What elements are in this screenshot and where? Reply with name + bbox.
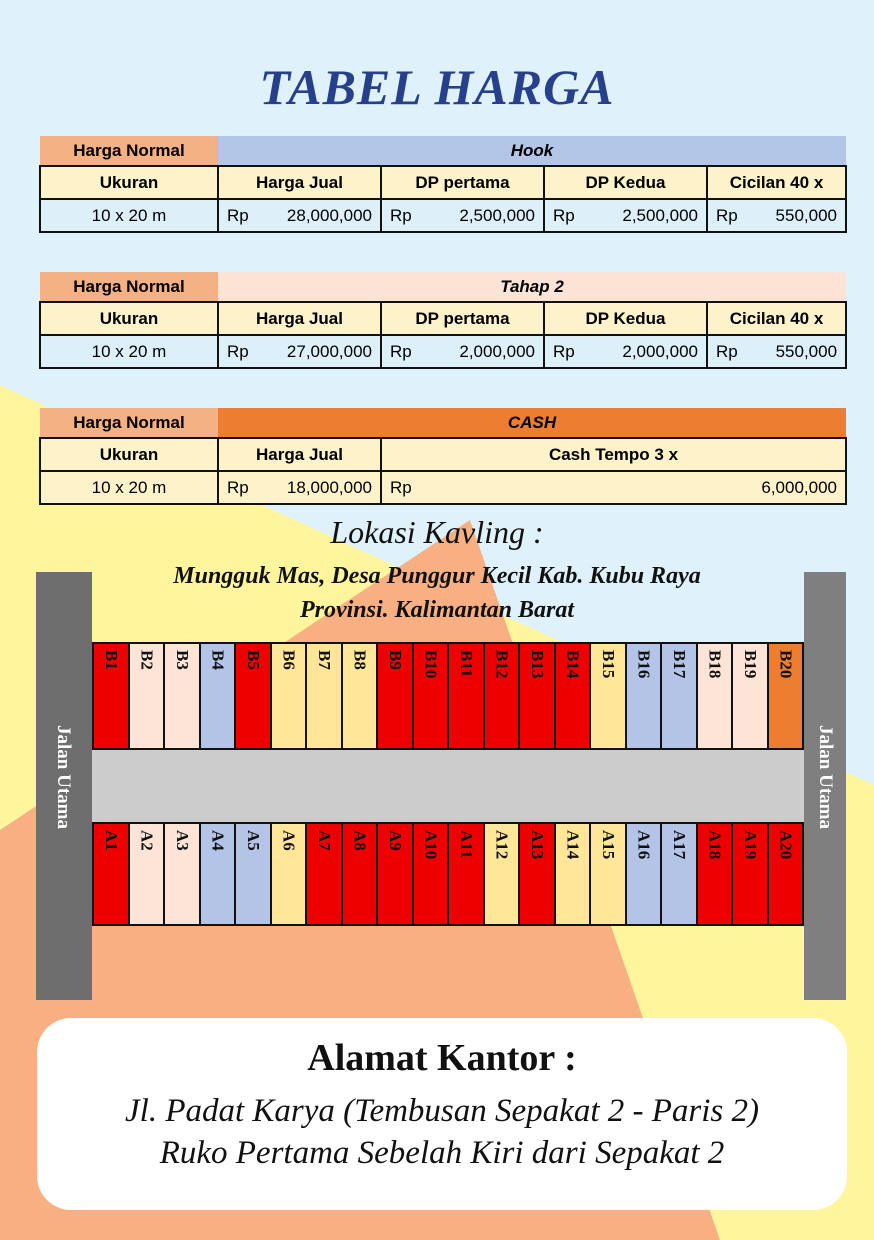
cell-harga-jual: Rp 28,000,000 xyxy=(218,199,381,232)
banner-hook: Hook xyxy=(218,136,846,166)
road-right-label: Jalan Utama xyxy=(815,725,836,829)
header-cash-tempo: Cash Tempo 3 x xyxy=(381,438,846,471)
lot-a7[interactable] xyxy=(307,824,343,924)
lot-a14[interactable] xyxy=(556,824,592,924)
lot-label: B18 xyxy=(705,650,725,679)
cell-dp-kedua: Rp 2,500,000 xyxy=(544,199,707,232)
lot-b15[interactable] xyxy=(591,644,627,748)
lot-label: B10 xyxy=(421,650,441,679)
cell-size: 10 x 20 m xyxy=(40,199,218,232)
lot-b2[interactable] xyxy=(130,644,166,748)
lot-label: A9 xyxy=(385,830,405,851)
office-title: Alamat Kantor : xyxy=(307,1037,577,1079)
header-ukuran: Ukuran xyxy=(40,302,218,335)
lot-label: A5 xyxy=(243,830,263,851)
lot-label: B3 xyxy=(172,650,192,670)
lot-b9[interactable] xyxy=(378,644,414,748)
lot-a17[interactable] xyxy=(662,824,698,924)
header-harga-jual: Harga Jual xyxy=(218,438,381,471)
cell-cash-tempo: Rp 6,000,000 xyxy=(381,471,846,504)
lot-a13[interactable] xyxy=(520,824,556,924)
lot-b14[interactable] xyxy=(556,644,592,748)
banner-cash: CASH xyxy=(218,408,846,438)
lot-a19[interactable] xyxy=(733,824,769,924)
lot-label: A17 xyxy=(669,830,689,860)
cell-dp-pertama: Rp 2,500,000 xyxy=(381,199,544,232)
lot-b12[interactable] xyxy=(485,644,521,748)
lot-b18[interactable] xyxy=(698,644,734,748)
lot-label: B19 xyxy=(740,650,760,679)
header-harga-jual: Harga Jual xyxy=(218,302,381,335)
price-table-cash xyxy=(39,408,847,505)
price-table-tahap-2 xyxy=(39,272,847,369)
lot-b6[interactable] xyxy=(272,644,308,748)
banner-tahap-2: Tahap 2 xyxy=(218,272,846,302)
lot-label: B15 xyxy=(598,650,618,679)
location-line-1: Mungguk Mas, Desa Punggur Kecil Kab. Kubu Raya xyxy=(173,563,701,589)
lot-a3[interactable] xyxy=(165,824,201,924)
lot-label: A8 xyxy=(350,830,370,851)
price-table-hook xyxy=(39,136,847,233)
lot-label: A20 xyxy=(776,830,796,860)
lot-label: A11 xyxy=(456,830,476,859)
cell-dp-kedua: Rp 2,000,000 xyxy=(544,335,707,368)
lot-label: A7 xyxy=(314,830,334,851)
lot-b10[interactable] xyxy=(414,644,450,748)
office-address-line-2: Ruko Pertama Sebelah Kiri dari Sepakat 2 xyxy=(159,1135,725,1171)
lot-label: A14 xyxy=(563,830,583,860)
lot-b4[interactable] xyxy=(201,644,237,748)
lot-label: B12 xyxy=(492,650,512,679)
lot-label: A18 xyxy=(705,830,725,860)
lot-label: B5 xyxy=(243,650,263,670)
lot-label: B7 xyxy=(314,650,334,670)
lot-label: B1 xyxy=(101,650,121,670)
lot-a5[interactable] xyxy=(236,824,272,924)
header-harga-jual: Harga Jual xyxy=(218,166,381,199)
lot-a2[interactable] xyxy=(130,824,166,924)
lot-label: B4 xyxy=(208,650,228,670)
lot-label: B9 xyxy=(385,650,405,670)
lot-a20[interactable] xyxy=(769,824,803,924)
cell-cicilan: Rp 550,000 xyxy=(707,335,846,368)
lot-b19[interactable] xyxy=(733,644,769,748)
location-line-2: Provinsi. Kalimantan Barat xyxy=(299,597,575,623)
lot-label: B16 xyxy=(634,650,654,679)
office-address-card xyxy=(37,1018,847,1210)
lot-label: A2 xyxy=(137,830,157,851)
lot-label: A13 xyxy=(527,830,547,860)
lot-row-a xyxy=(92,822,804,926)
lot-label: B8 xyxy=(350,650,370,670)
cell-cicilan: Rp 550,000 xyxy=(707,199,846,232)
lot-a16[interactable] xyxy=(627,824,663,924)
header-dp-kedua: DP Kedua xyxy=(544,166,707,199)
page-title: TABEL HARGA xyxy=(259,59,615,115)
lot-a11[interactable] xyxy=(449,824,485,924)
header-dp-kedua: DP Kedua xyxy=(544,302,707,335)
lot-label: A6 xyxy=(279,830,299,851)
lot-label: B17 xyxy=(669,650,689,679)
lot-label: A10 xyxy=(421,830,441,860)
cell-harga-jual: Rp 18,000,000 xyxy=(218,471,381,504)
lot-a6[interactable] xyxy=(272,824,308,924)
lot-label: A12 xyxy=(492,830,512,860)
lot-a8[interactable] xyxy=(343,824,379,924)
inner-street xyxy=(92,750,804,822)
lot-b11[interactable] xyxy=(449,644,485,748)
header-dp-pertama: DP pertama xyxy=(381,302,544,335)
header-cicilan: Cicilan 40 x xyxy=(707,166,846,199)
lot-row-b xyxy=(92,642,804,750)
lot-a4[interactable] xyxy=(201,824,237,924)
cell-size: 10 x 20 m xyxy=(40,471,218,504)
cell-dp-pertama: Rp 2,000,000 xyxy=(381,335,544,368)
lot-b5[interactable] xyxy=(236,644,272,748)
location-heading: Lokasi Kavling : xyxy=(330,514,544,550)
header-ukuran: Ukuran xyxy=(40,166,218,199)
lot-label: A15 xyxy=(598,830,618,860)
harga-normal-label: Harga Normal xyxy=(40,272,218,302)
cell-size: 10 x 20 m xyxy=(40,335,218,368)
lot-label: A4 xyxy=(208,830,228,851)
office-address-line-1: Jl. Padat Karya (Tembusan Sepakat 2 - Paris 2) xyxy=(125,1093,759,1129)
lot-b17[interactable] xyxy=(662,644,698,748)
lot-b1[interactable] xyxy=(94,644,130,748)
lot-a1[interactable] xyxy=(94,824,130,924)
harga-normal-label: Harga Normal xyxy=(40,136,218,166)
lot-a9[interactable] xyxy=(378,824,414,924)
lot-b7[interactable] xyxy=(307,644,343,748)
lot-b16[interactable] xyxy=(627,644,663,748)
lot-b3[interactable] xyxy=(165,644,201,748)
header-dp-pertama: DP pertama xyxy=(381,166,544,199)
lot-label: B6 xyxy=(279,650,299,670)
lot-b8[interactable] xyxy=(343,644,379,748)
lot-a18[interactable] xyxy=(698,824,734,924)
lot-label: B13 xyxy=(527,650,547,679)
header-cicilan: Cicilan 40 x xyxy=(707,302,846,335)
lot-label: B2 xyxy=(137,650,157,670)
lot-label: A1 xyxy=(101,830,121,851)
harga-normal-label: Harga Normal xyxy=(40,408,218,438)
lot-a12[interactable] xyxy=(485,824,521,924)
cell-harga-jual: Rp 27,000,000 xyxy=(218,335,381,368)
lot-b13[interactable] xyxy=(520,644,556,748)
lot-label: A19 xyxy=(740,830,760,860)
lot-label: B14 xyxy=(563,650,583,679)
lot-a10[interactable] xyxy=(414,824,450,924)
road-left-label: Jalan Utama xyxy=(53,725,74,829)
lot-label: B20 xyxy=(776,650,796,679)
lot-a15[interactable] xyxy=(591,824,627,924)
lot-label: B11 xyxy=(456,650,476,678)
lot-label: A16 xyxy=(634,830,654,860)
lot-label: A3 xyxy=(172,830,192,851)
header-ukuran: Ukuran xyxy=(40,438,218,471)
lot-b20[interactable] xyxy=(769,644,803,748)
